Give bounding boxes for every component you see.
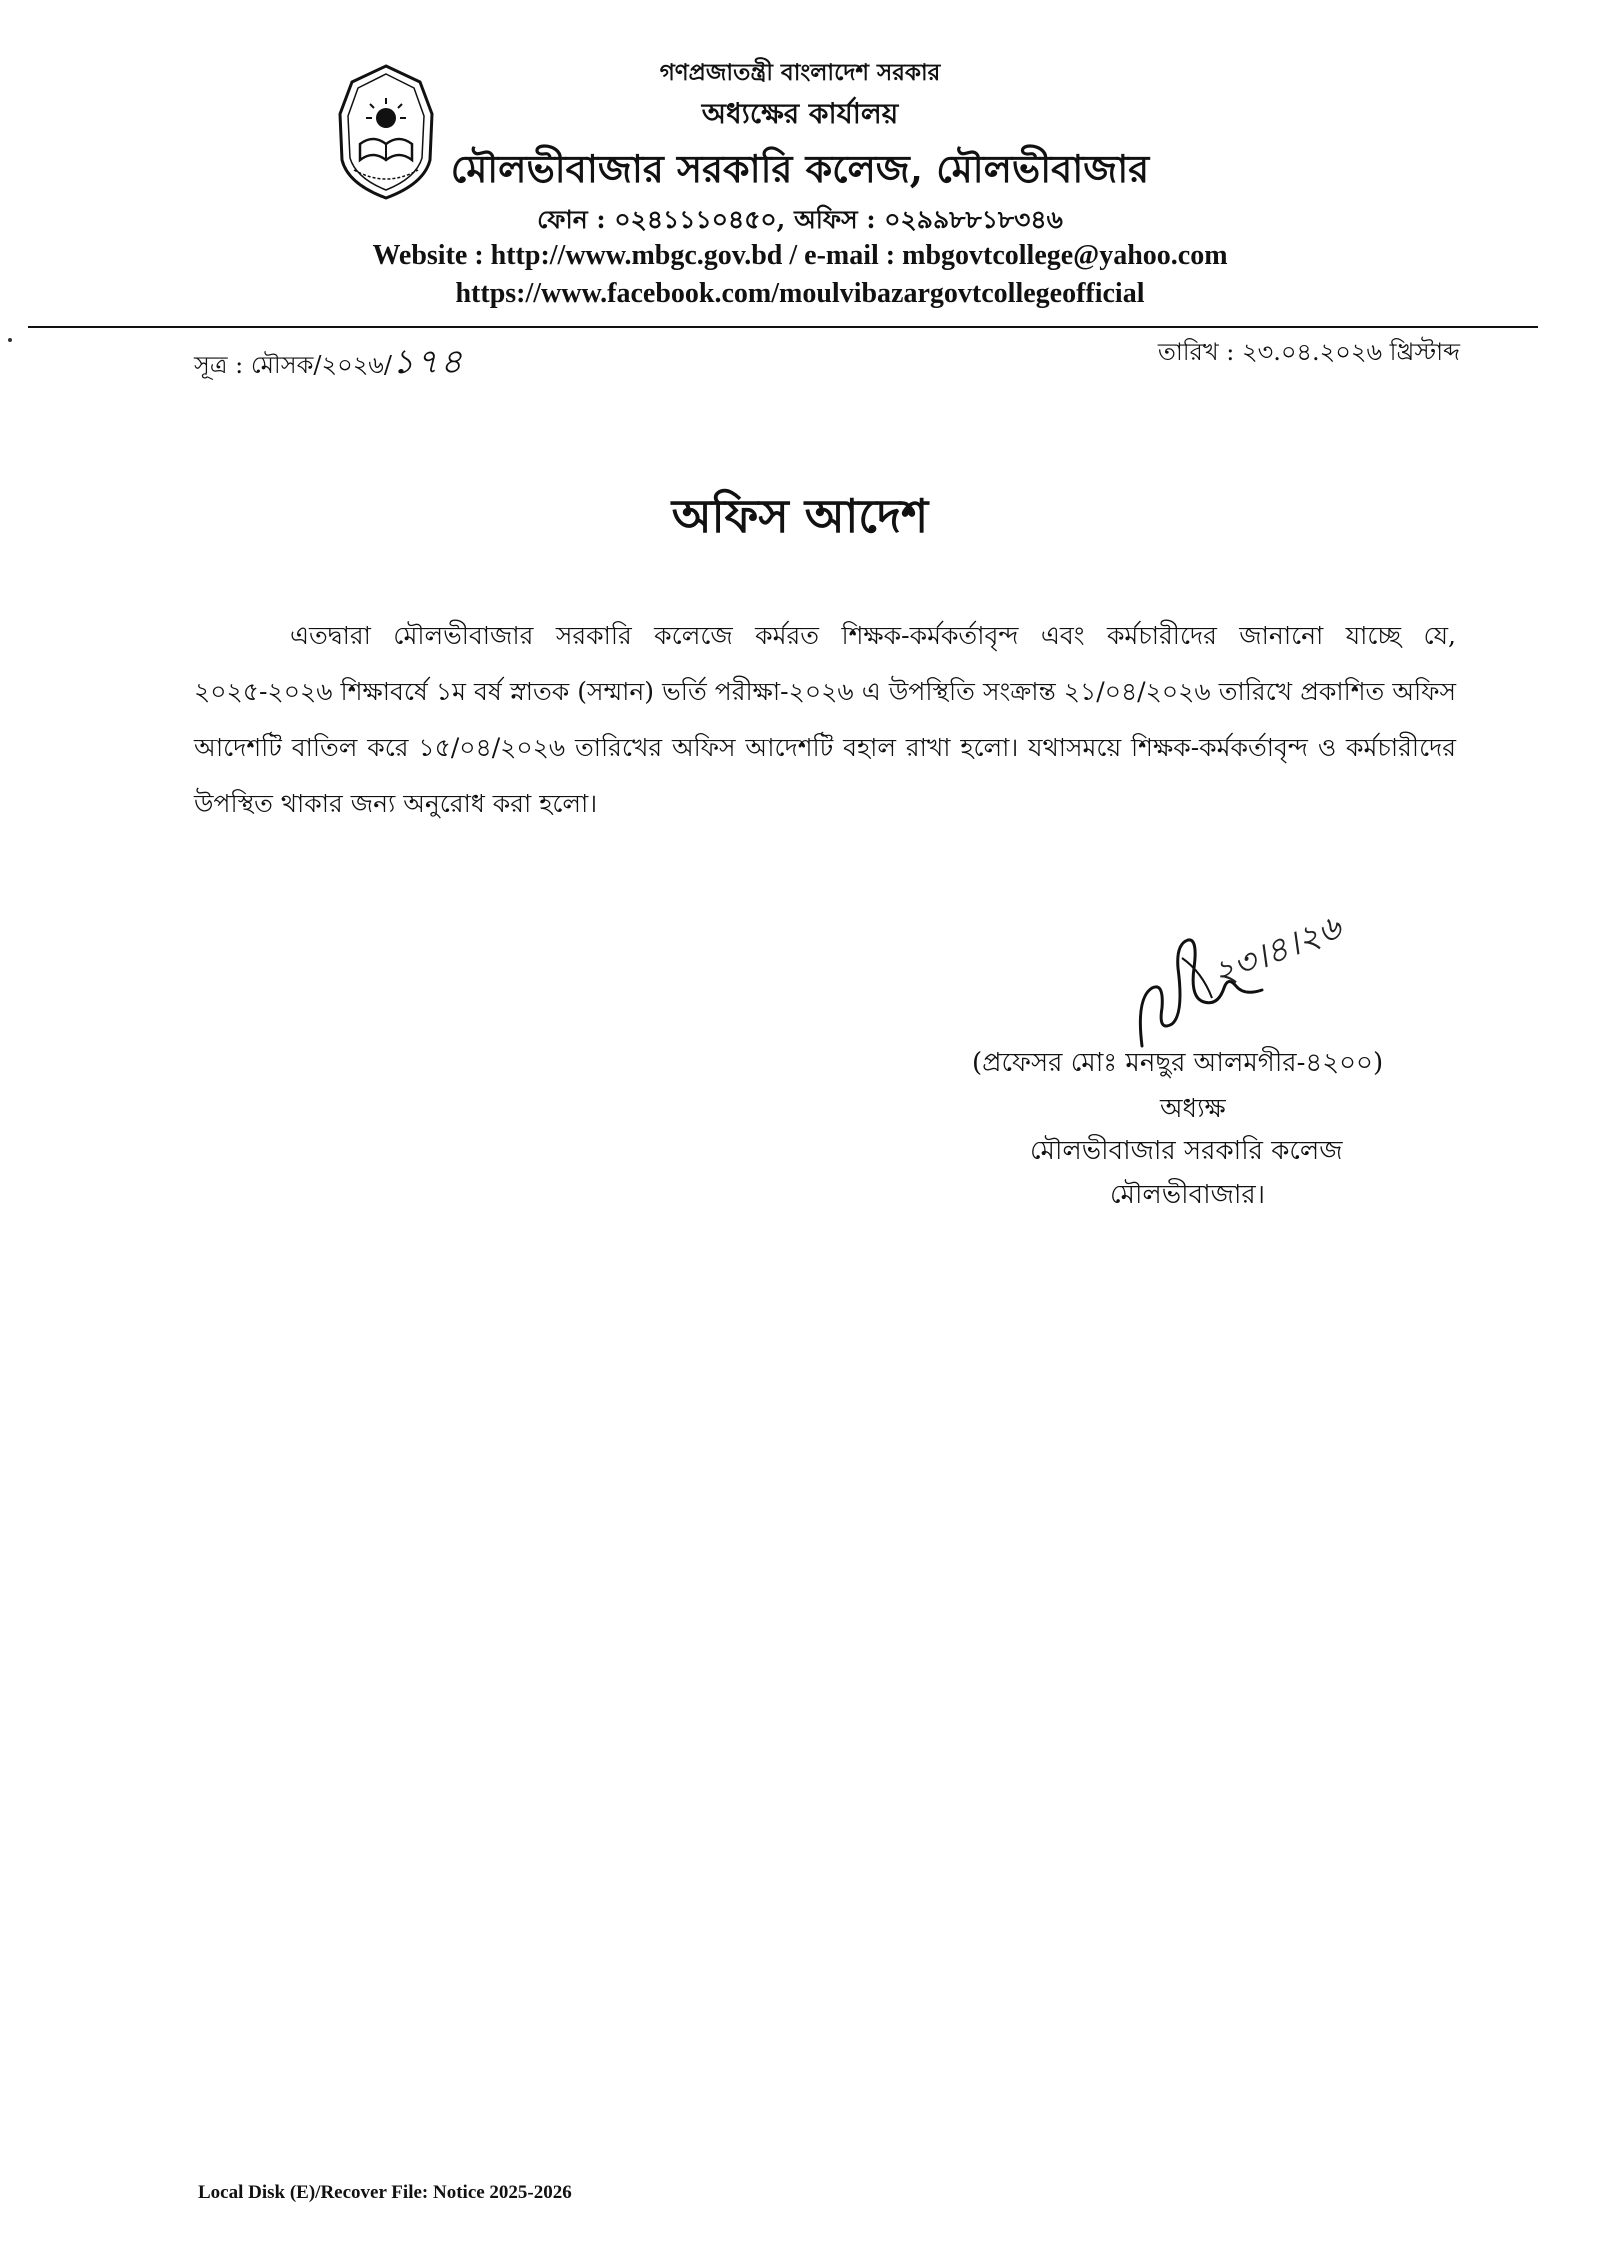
signer-place: মৌলভীবাজার। (1110, 1180, 1266, 1210)
facebook-link: https://www.facebook.com/moulvibazargovtcollegeofficial (455, 278, 1145, 309)
signature-date: ২৩।৪।২৬ (1206, 907, 1347, 995)
government-heading: গণপ্রজাতন্ত্রী বাংলাদেশ সরকার (659, 59, 941, 86)
header-divider (28, 326, 1538, 328)
scan-dot (8, 338, 12, 342)
phone-line: ফোন : ০২৪১১১০৪৫০, অফিস : ০২৯৯৮৮১৮৩৪৬ (537, 205, 1063, 234)
college-name-heading: মৌলভীবাজার সরকারি কলেজ, মৌলভীবাজার (450, 146, 1150, 191)
signer-title: অধ্যক্ষ (1160, 1094, 1226, 1124)
footer-file-path: Local Disk (E)/Recover File: Notice 2025-2026 (198, 2182, 572, 2203)
office-heading: অধ্যক্ষের কার্যালয় (701, 97, 899, 130)
signer-name: (প্রফেসর মোঃ মনছুর আলমগীর-৪২০০) (972, 1048, 1384, 1078)
signer-college: মৌলভীবাজার সরকারি কলেজ (1030, 1136, 1343, 1166)
reference-label: সূত্র : মৌসক/২০২৬/ (194, 351, 392, 379)
website-email-line: Website : http://www.mbgc.gov.bd / e-mail : mbgovtcollege@yahoo.com (372, 240, 1228, 271)
reference-handwritten-number: ১৭৪ (392, 342, 465, 382)
issue-date: তারিখ : ২৩.০৪.২০২৬ খ্রিস্টাব্দ (1157, 338, 1460, 366)
order-body: এতদ্বারা মৌলভীবাজার সরকারি কলেজে কর্মরত শিক্ষক-কর্মকর্তাবৃন্দ এবং কর্মচারীদের জানানো যাচ্ছে যে, ২০২৫-২০২৬ শিক্ষাবর্ষে ১ম বর্ষ স্নাতক (সম্মান) ভর্তি পরীক্ষা-২০২৬ এ উপস্থিতি সংক্রান্ত ২১/০৪/২০২৬ তারিখে প্রকাশিত অফিস আদেশটি বাতিল করে ১৫/০৪/২০২৬ তারিখের অফিস আদেশটি বহাল রাখা হলো। যথাসময়ে শিক্ষক-কর্মকর্তাবৃন্দ ও কর্মচারীদের উপস্থিত থাকার জন্য অনুরোধ করা হলো। (194, 621, 1456, 818)
reference-number (194, 336, 464, 393)
page-title: অফিস আদেশ (671, 489, 929, 543)
